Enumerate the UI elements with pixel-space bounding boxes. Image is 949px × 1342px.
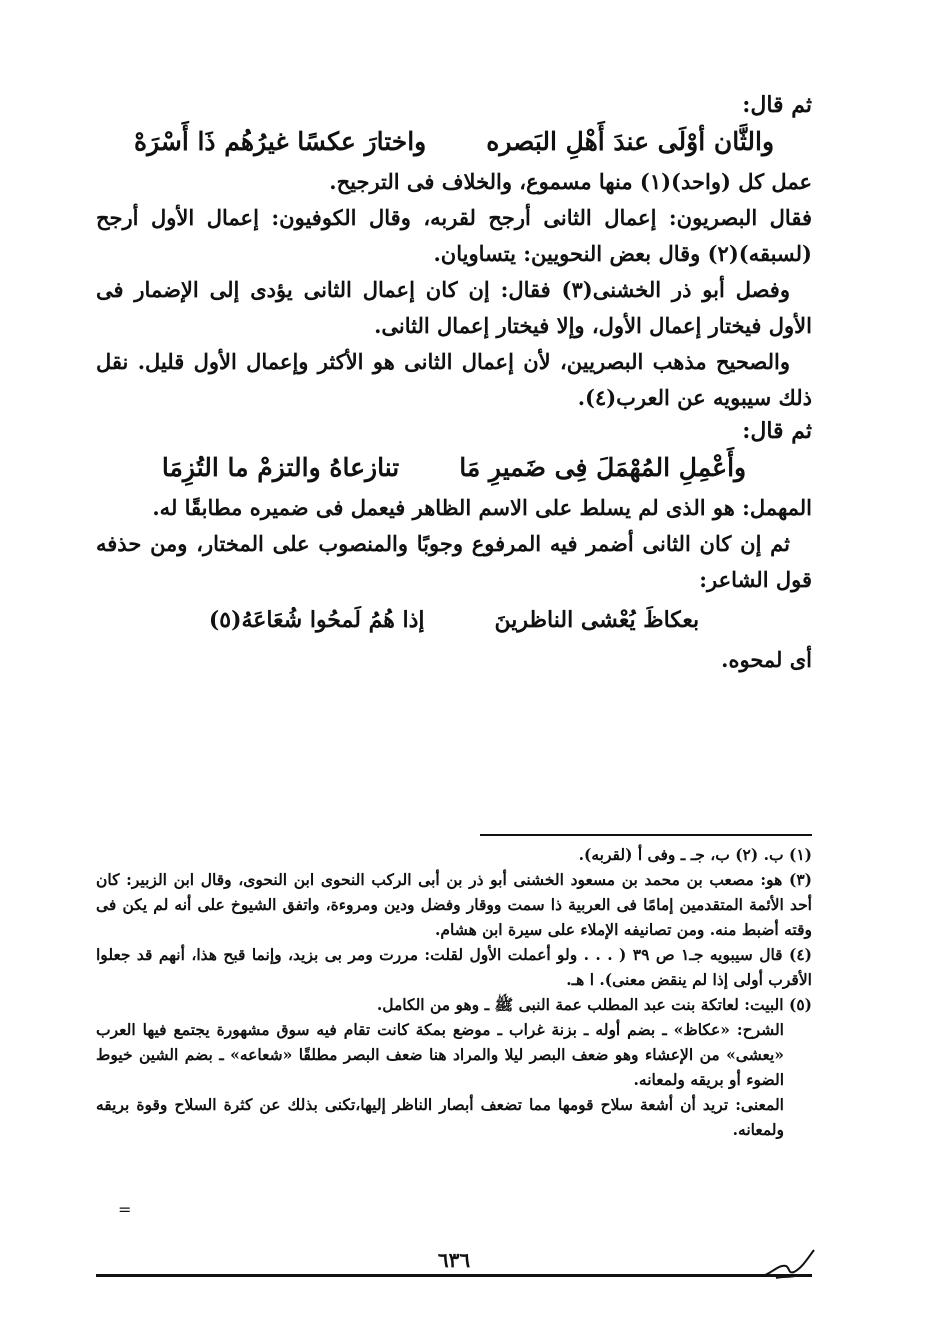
document-page <box>96 90 812 1320</box>
paragraph: فقال البصريون: إعمال الثانى أرجح لقربه، وقال الكوفيون: إعمال الأول أرجح (لسبقه)(٢) وقال بعض النحويين: يتساويان. <box>96 205 812 266</box>
paragraph: ثم إن كان الثانى أضمر فيه المرفوع وجوبًا والمنصوب على المختار، ومن حذفه قول الشاعر: <box>96 531 812 592</box>
page-bottom-rule <box>96 1274 812 1277</box>
intro-line: ثم قال: <box>742 92 812 118</box>
paragraph: عمل كل (واحد)(١) منها مسموع، والخلاف فى الترجيح. <box>329 169 812 194</box>
paragraph: والصحيح مذهب البصريين، لأن إعمال الثانى هو الأكثر وإعمال الأول قليل. نقل ذلك سيبويه عن العرب(٤). <box>96 349 812 410</box>
footnote-separator <box>480 834 812 836</box>
verse-3-first-hemistich: بعكاظَ يُعْشى الناظرينَ <box>494 607 700 633</box>
verse-2 <box>96 450 812 486</box>
verse-1 <box>96 124 812 160</box>
footnotes <box>96 842 812 1142</box>
paragraph: وفصل أبو ذر الخشنى(٣) فقال: إن كان إعمال الثانى يؤدى إلى الإضمار فى الأول فيختار إعمال الأول، وإلا فيختار إعمال الثانى. <box>96 277 812 338</box>
intro-line: ثم قال: <box>742 418 812 444</box>
verse-3-second-hemistich: إذا هُمُ لَمحُوا شُعَاعَهُ(٥) <box>208 607 425 633</box>
verse-2-second-hemistich: تنازعاهُ والتزمْ ما التُزِمَا <box>161 453 400 482</box>
footnote-5: (٥) البيت: لعاتكة بنت عبد المطلب عمة النبى ﷺ ـ وهو من الكامل. <box>376 995 812 1014</box>
verse-2-first-hemistich: وأَعْمِلِ المُهْمَلَ فِى ضَميرِ مَا <box>459 453 747 482</box>
paragraph: أى لمحوه. <box>721 647 812 672</box>
verse-3 <box>96 602 812 638</box>
verse-1-second-hemistich: واختارَ عكسًا غيرُهُم ذَا أَسْرَهْ <box>133 127 427 156</box>
footnote-3: (٣) هو: مصعب بن محمد بن مسعود الخشنى أبو ذر بن أبى الركب النحوى ابن النحوى، وقال ابن الزبير: كان أحد الأئمة المتقدمين إمامًا فى العربية ذا سمت ووقار وفضل ودين ومروءة، واتفق الشيوخ على أنه لم يكن فى وقته أضبط منه. ومن تصانيفه الإملاء على سيرة ابن هشام. <box>96 870 812 939</box>
footnote-1-2: (١) ب. (٢) ب، جـ ـ وفى أ (لقربه). <box>578 845 812 864</box>
footnote-sharh: الشرح: «عكاظ» ـ بضم أوله ـ بزنة غراب ـ موضع بمكة كانت تقام فيه سوق مشهورة يجتمع فيها العرب «يعشى» من الإعشاء وهو ضعف البصر ليلا والمراد هنا ضعف البصر مطلقًا «شعاعه» ـ بضم الشين خيوط الضوء أو بريقه ولمعانه. <box>96 1020 784 1089</box>
page-number: ٦٣٦ <box>437 1248 471 1272</box>
verse-1-first-hemistich: والثَّان أوْلَى عندَ أَهْلِ البَصره <box>486 127 775 156</box>
paragraph: المهمل: هو الذى لم يسلط على الاسم الظاهر فيعمل فى ضميره مطابقًا له. <box>152 495 812 520</box>
footnote-4: (٤) قال سيبويه جـ١ ص ٣٩ ( . . . ولو أعملت الأول لقلت: مررت ومر بى بزيد، وإنما قبح هذا، أنهم قد جعلوا الأقرب أولى إذا لم ينقض معنى). ا هـ. <box>96 945 812 989</box>
footnote-maana: المعنى: تريد أن أشعة سلاح قومها مما تضعف أبصار الناظر إليها،تكنى بذلك عن كثرة السلاح وقوة بريقه ولمعانه. <box>96 1095 784 1139</box>
continuation-mark: = <box>118 1200 132 1219</box>
